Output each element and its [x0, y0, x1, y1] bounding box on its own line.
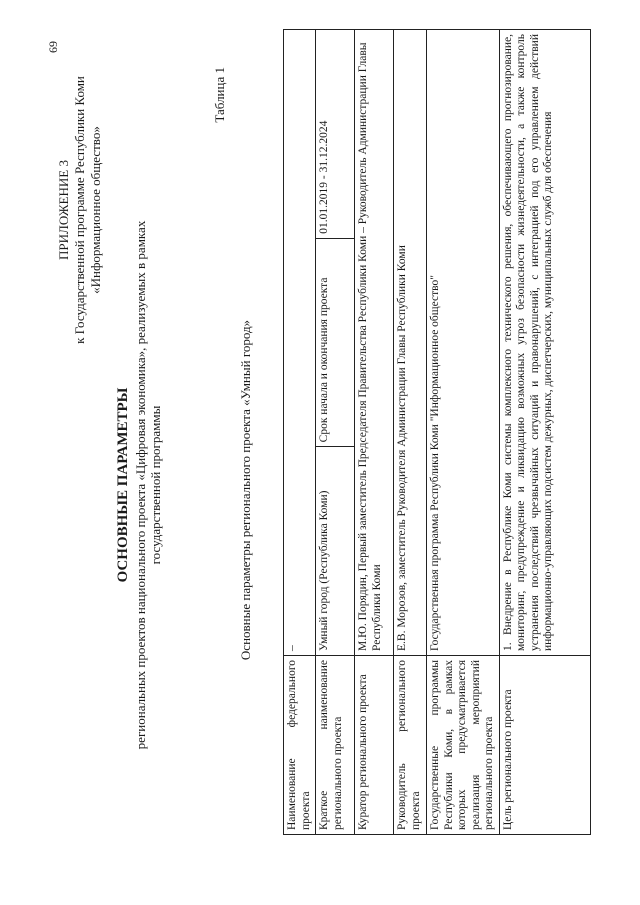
appendix-line-3: «Информационное общество»: [88, 126, 103, 294]
document-title: [116, 165, 163, 805]
table-row-short-name: [316, 30, 355, 835]
curator-value: М.Ю. Порядин, Первый заместитель Председателя Правительства Республики Коми – Руководитель Администрации Главы Республики Коми: [355, 30, 394, 656]
parameters-table: [283, 29, 591, 835]
period-value: 01.01.2019 - 31.12.2024: [316, 30, 355, 239]
federal-label: Наименование федерального проекта: [284, 656, 316, 835]
short-name-label: Краткое наименование регионального проекта: [316, 656, 355, 835]
appendix-line-1: ПРИЛОЖЕНИЕ 3: [56, 160, 71, 260]
table-row-programs: [427, 30, 500, 835]
appendix-header: [56, 40, 104, 380]
curator-label: Куратор регионального проекта: [355, 656, 394, 835]
head-label: Руководитель регионального проекта: [394, 656, 427, 835]
title-line-1: региональных проектов национального проекта «Цифровая экономика», реализуемых в рамках: [133, 220, 148, 750]
table-row-head: [394, 30, 427, 835]
short-name-value: Умный город (Республика Коми): [316, 447, 355, 656]
table-row-goal: [499, 30, 590, 835]
goal-value: 1. Внедрение в Республике Коми системы комплексного технического решения, обеспечивающего прогнозирование, мониторинг, предупреждение и ликвидацию возможных угроз безопасности жизнедеятельности, а также контроль устранения последствий чрезвычайных ситуаций и правонарушений, с интеграцией под его управлением действий информационно-управляющих подсистем дежурных, диспетчерских, муниципальных служб для обеспечения: [499, 30, 590, 656]
appendix-line-2: к Государственной программе Республики Коми: [72, 76, 87, 344]
programs-value: Государственная программа Республики Коми "Информационное общество": [427, 30, 500, 656]
head-value: Е.В. Морозов, заместитель Руководителя Администрации Главы Республики Коми: [394, 30, 427, 656]
table-row-curator: [355, 30, 394, 835]
table-caption: Основные параметры регионального проекта «Умный город»: [238, 319, 253, 661]
table-label: Таблица 1: [212, 67, 227, 123]
federal-value: –: [284, 30, 316, 656]
period-label: Срок начала и окончания проекта: [316, 238, 355, 447]
programs-label: Государственные программы Республики Коми, в рамках которых предусматривается реализация мероприятий регионального проекта: [427, 656, 500, 835]
title-main: ОСНОВНЫЕ ПАРАМЕТРЫ: [115, 387, 131, 583]
title-line-2: государственной программы: [148, 405, 163, 565]
table-row-federal: [284, 30, 316, 835]
page-number: 69: [46, 41, 60, 53]
goal-label: Цель регионального проекта: [499, 656, 590, 835]
